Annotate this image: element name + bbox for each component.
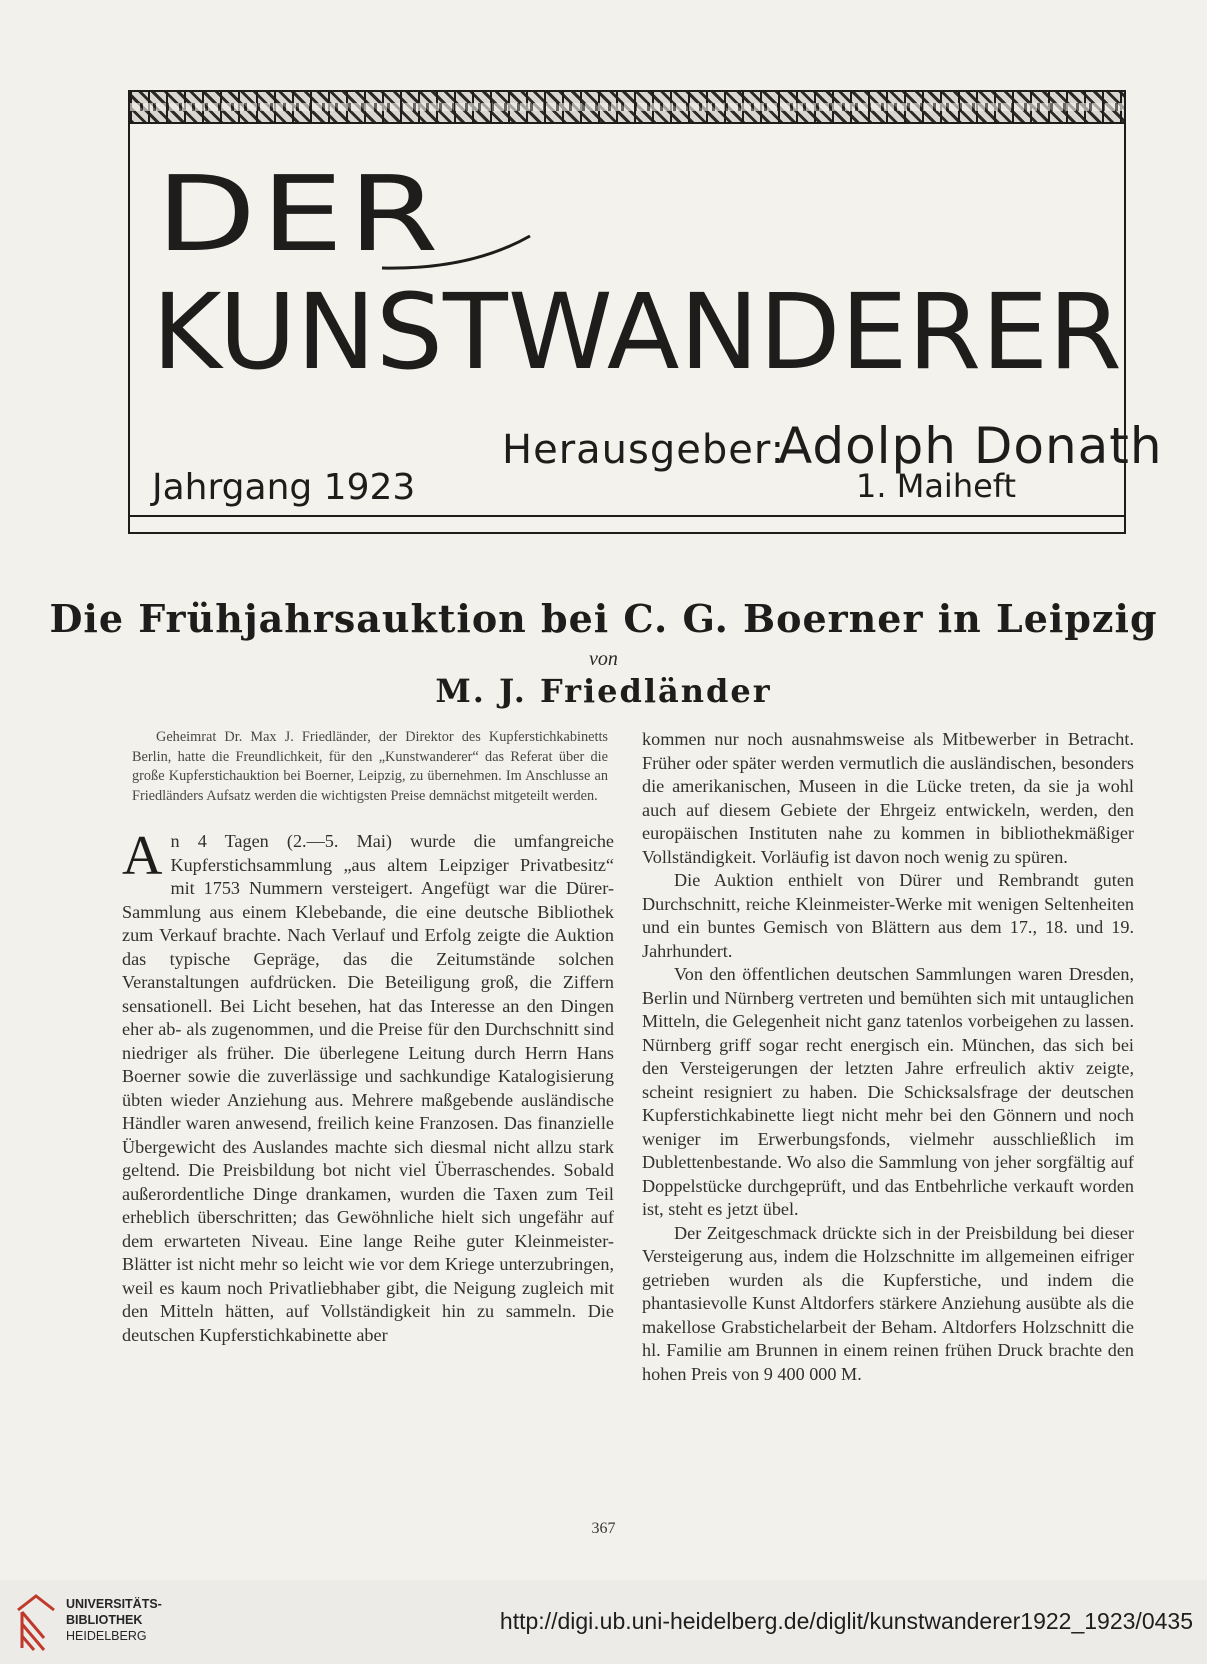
publisher-label: Herausgeber: xyxy=(502,427,786,473)
left-column xyxy=(122,728,614,1347)
drop-cap: A xyxy=(122,825,163,887)
ornament-border xyxy=(130,92,1124,124)
volume-year: Jahrgang 1923 xyxy=(152,467,416,508)
library-footer xyxy=(0,1580,1207,1664)
library-name[interactable]: UNIVERSITÄTS- BIBLIOTHEK HEIDELBERG xyxy=(66,1597,162,1643)
university-library-logo-icon[interactable] xyxy=(14,1590,60,1654)
permalink-url[interactable]: http://digi.ub.uni-heidelberg.de/diglit/kunstwanderer1922_1923/0435 xyxy=(499,1608,1193,1634)
issue-label: 1. Maiheft xyxy=(856,467,1017,505)
masthead-title-line1: DER xyxy=(156,153,444,275)
title-swash-ornament xyxy=(380,232,540,272)
masthead-title-line2: KUNSTWANDERER xyxy=(152,271,1123,393)
paragraph: Von den öffentlichen deutschen Sammlungen waren Dresden, Berlin und Nürnberg vertreten und bemühten sich mit untauglichen Mitteln, die Gelegenheit nicht ganz tatenlos vorbeigehen zu lassen. Nürnberg griff sogar recht energisch ein. München, das sich bei den Versteigerungen der letzten Jahre erfreulich aktiv zeigte, scheint resigniert zu haben. Die Schicksalsfrage der deutschen Kupferstichkabinette liegt nicht mehr bei den Gönnern und noch weniger im Erwerbungsfonds, vielmehr ausschließlich im Dublettenbestande. Wo also die Sammlung von jeher sorgfältig auf Doppelstücke durchgeprüft, und das Entbehrliche verkauft worden ist, steht es jetzt übel. xyxy=(642,964,1134,1219)
article-title: Die Frühjahrsauktion bei C. G. Boerner in Leipzig xyxy=(49,596,1158,641)
paragraph: An 4 Tagen (2.—5. Mai) wurde die umfangreiche Kupferstichsammlung „aus altem Leipziger Privatbesitz“ mit 1753 Nummern versteigert. Angefügt war die Dürer-Sammlung aus einem Klebebande, die eine deutsche Bibliothek zum Verkauf brachte. Nach Verlauf und Erfolg zeigte die Auktion das typische Gepräge, das die Zeitumstände solchen Veranstaltungen aufdrücken. Die Beteiligung groß, die Ziffern sensationell. Bei Licht besehen, hat das Interesse an den Dingen eher ab- als zugenommen, und die Preise für den Durchschnitt sind niedriger als früher. Die überlegene Leitung durch Herrn Hans Boerner sowie die zuverlässige und sachkundige Katalogisierung übten wieder Anziehung aus. Mehrere maßgebende ausländische Händler waren anwesend, freilich keine Franzosen. Das finanzielle Übergewicht des Auslandes machte sich diesmal nicht allzu stark geltend. Die Preisbildung bot nicht viel Überraschendes. Sobald außerordentliche Dinge drankamen, wurden die Taxen zum Teil erheblich überschritten; das Gewöhnliche hielt sich ungefähr auf dem erwarteten Niveau. Eine lange Reihe guter Kleinmeister-Blätter ist nicht mehr so leicht wie vor dem Kriege unterzubringen, weil es kaum noch Privatliebhaber gibt, die Neigung zugleich mit den Mitteln hätten, auf Vollständigkeit hin zu sammeln. Die deutschen Kupferstichkabinette aber xyxy=(122,825,614,1345)
article-byline-von: von xyxy=(589,648,618,670)
paragraph: Der Zeitgeschmack drückte sich in der Preisbildung bei dieser Versteigerung aus, indem die Holzschnitte im allgemeinen eifriger getrieben wurden als die Kupferstiche, und indem die phantasievolle Kunst Altdorfers stärkere Anziehung ausübte als die makellose Grabstichelarbeit der Beham. Altdorfers Holzschnitt die hl. Familie am Brunnen in einem reinen frühen Druck brachte den hohen Preis von 9 400 000 M. xyxy=(642,1222,1134,1384)
editor-note: Geheimrat Dr. Max J. Friedländer, der Direktor des Kupferstichkabinetts Berlin, hatte die Freundlichkeit, für den „Kunstwanderer“ das Referat über die große Kupferstichauktion bei Boerner, Leipzig, zu übernehmen. Im Anschlusse an Friedländers Aufsatz werden die wichtigsten Preise demnächst mitgeteilt werden. xyxy=(132,729,608,804)
masthead-bottom-rule xyxy=(130,515,1124,517)
publisher-name: Adolph Donath xyxy=(778,417,1163,475)
right-column xyxy=(642,728,1134,1386)
article-author: M. J. Friedländer xyxy=(435,672,772,710)
page-number: 367 xyxy=(591,1520,616,1537)
paragraph: Die Auktion enthielt von Dürer und Rembrandt guten Durchschnitt, reiche Kleinmeister-Werke mit wenigen Seltenheiten und ein buntes Gemisch von Blättern aus dem 17., 18. und 19. Jahrhundert. xyxy=(642,870,1134,961)
masthead xyxy=(128,90,1163,534)
paragraph: kommen nur noch ausnahmsweise als Mitbewerber in Betracht. Früher oder später werden vermutlich die ausländischen, besonders die amerikanischen, Museen in die Lücke treten, da sie ja wohl auch auf diesem Gebiete der Ehrgeiz entwickeln, werden, den europäischen Instituten nahe zu kommen in bibliothekmäßiger Vollständigkeit. Vorläufig ist davon noch wenig zu spüren. xyxy=(642,729,1134,867)
